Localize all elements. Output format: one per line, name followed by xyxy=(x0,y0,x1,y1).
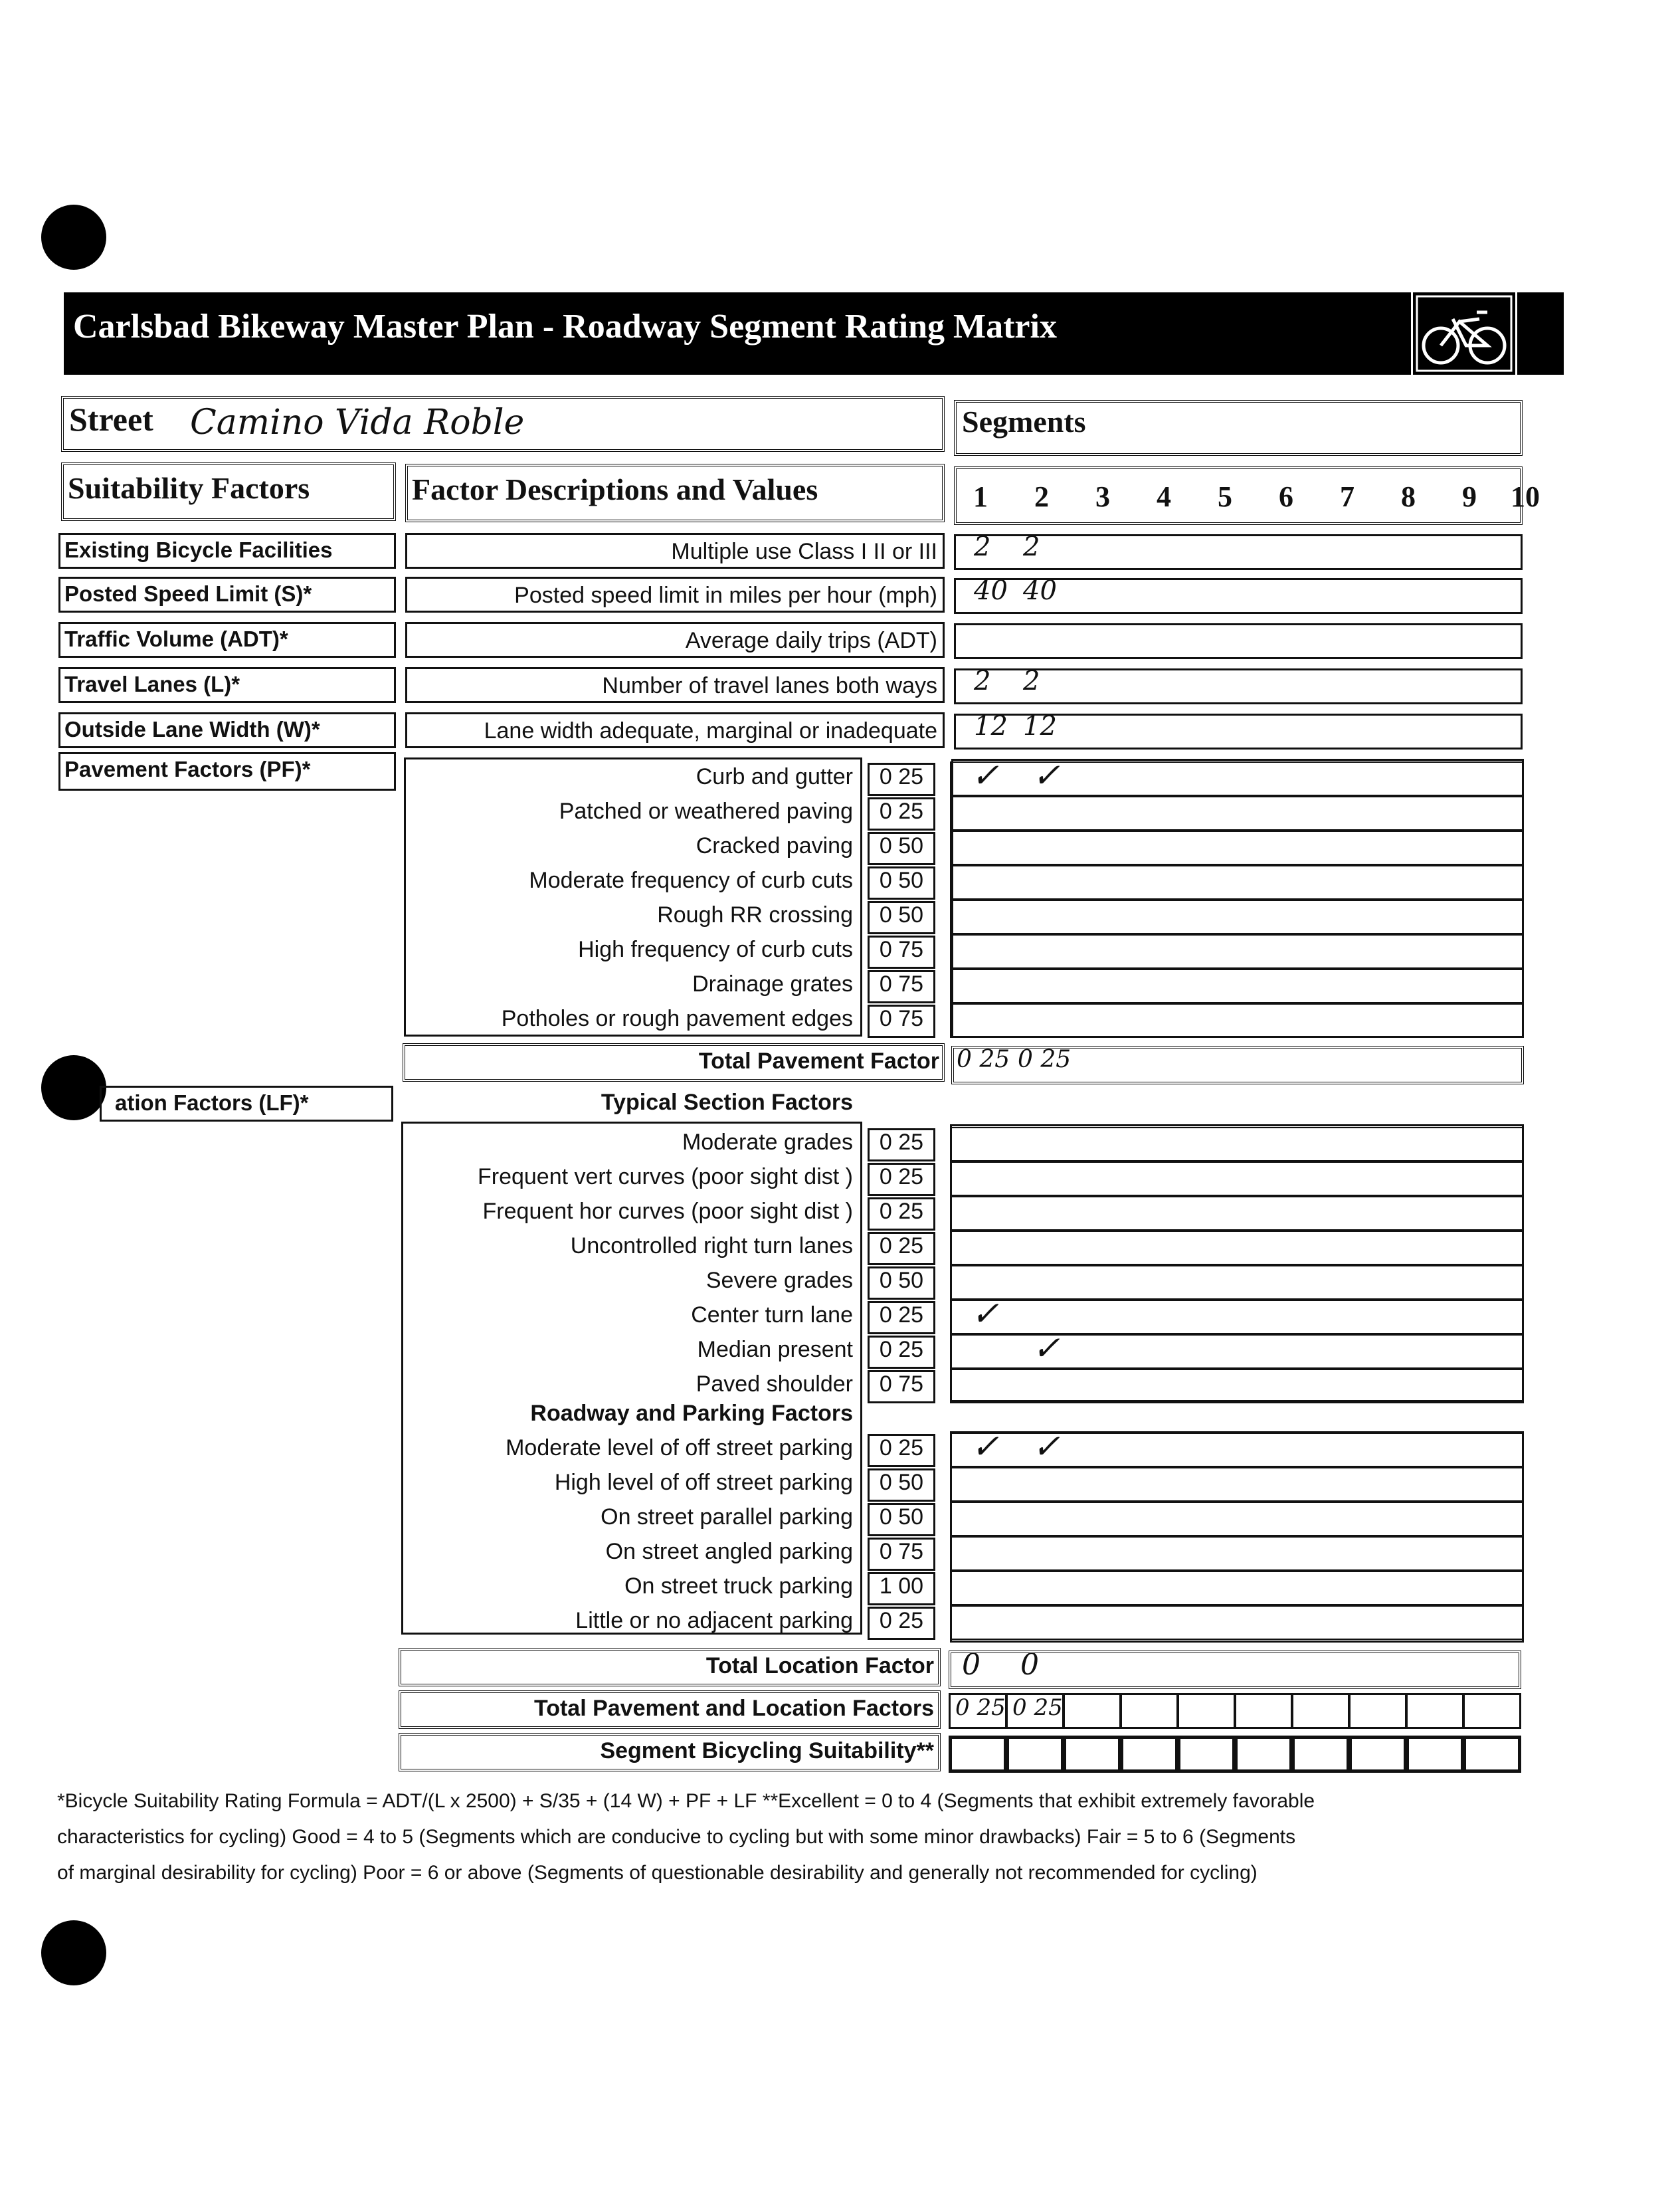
suitability-header: Suitability Factors xyxy=(68,471,310,505)
factor-description-4: Number of travel lanes both ways xyxy=(405,667,945,703)
street-label: Street xyxy=(69,401,153,438)
suitability-cell-6[interactable] xyxy=(1234,1736,1293,1773)
segment-number-7: 7 xyxy=(1340,480,1354,513)
typical-label-5: Severe grades xyxy=(705,1268,853,1293)
factor-2-seg2[interactable]: 40 xyxy=(1023,575,1057,606)
suitability-cell-8[interactable] xyxy=(1349,1736,1407,1773)
pavement-factors-label: Pavement Factors (PF)* xyxy=(58,752,396,791)
total-pavement-label: Total Pavement Factor xyxy=(698,1049,939,1074)
total-pavement-seg2[interactable]: 0 25 xyxy=(1018,1046,1072,1073)
typical-value-6: 0 25 xyxy=(879,1302,924,1328)
total-pl-cell-9[interactable] xyxy=(1406,1693,1464,1729)
segments-label: Segments xyxy=(962,405,1086,439)
suitability-cell-3[interactable] xyxy=(1063,1736,1121,1773)
roadway-value-2: 0 50 xyxy=(879,1470,924,1495)
suitability-cell-7[interactable] xyxy=(1291,1736,1350,1773)
pavement-value-2: 0 25 xyxy=(879,799,924,824)
pavement-label-4: Moderate frequency of curb cuts xyxy=(529,868,853,893)
factor-name-1: Existing Bicycle Facilities xyxy=(58,533,396,569)
punch-hole-bottom xyxy=(41,1920,106,1985)
factor-name-5: Outside Lane Width (W)* xyxy=(58,712,396,748)
footnote-line-1: *Bicycle Suitability Rating Formula = ADT/(L x 2500) + S/35 + (14 W) + PF + LF **Excellent = 0 to 4 (Segments that exhibit extremely favorable xyxy=(57,1790,1315,1812)
typical-label-3: Frequent hor curves (poor sight dist ) xyxy=(482,1199,853,1224)
total-pavement-seg1[interactable]: 0 25 xyxy=(957,1046,1010,1073)
pavement-value-7: 0 75 xyxy=(879,971,924,997)
roadway-value-4: 0 75 xyxy=(879,1539,924,1564)
roadway-label-3: On street parallel parking xyxy=(601,1504,853,1530)
suitability-label: Segment Bicycling Suitability** xyxy=(600,1738,934,1763)
total-location-seg2[interactable]: 0 xyxy=(1020,1648,1039,1682)
suitability-cell-5[interactable] xyxy=(1177,1736,1236,1773)
typical-section-header: Typical Section Factors xyxy=(601,1090,853,1115)
descriptions-header: Factor Descriptions and Values xyxy=(412,472,818,506)
pavement-marks-grid xyxy=(951,759,1524,1038)
pavement-label-8: Potholes or rough pavement edges xyxy=(501,1006,853,1031)
total-pl-cell-10[interactable] xyxy=(1463,1693,1521,1729)
factor-4-seg2[interactable]: 2 xyxy=(1023,666,1040,696)
roadway-value-3: 0 50 xyxy=(879,1504,924,1530)
roadway-label-4: On street angled parking xyxy=(605,1539,853,1564)
typical-mark-row-3 xyxy=(950,1196,1524,1231)
typical-value-1: 0 25 xyxy=(879,1130,924,1155)
typical-mark-7-seg2[interactable]: ✓ xyxy=(1032,1329,1060,1367)
typical-value-4: 0 25 xyxy=(879,1233,924,1258)
suitability-cell-2[interactable] xyxy=(1006,1736,1064,1773)
roadway-mark-row-4 xyxy=(950,1536,1524,1571)
total-pl-cell-3[interactable] xyxy=(1063,1693,1121,1729)
factor-2-seg1[interactable]: 40 xyxy=(974,575,1008,606)
factor-name-3: Traffic Volume (ADT)* xyxy=(58,622,396,658)
typical-mark-row-4 xyxy=(950,1231,1524,1265)
total-pl-cell-6[interactable] xyxy=(1234,1693,1293,1729)
roadway-mark-row-6 xyxy=(950,1605,1524,1640)
pavement-mark-1-seg1[interactable]: ✓ xyxy=(971,756,999,795)
segment-number-10: 10 xyxy=(1511,480,1540,513)
roadway-mark-row-5 xyxy=(950,1571,1524,1605)
total-pl-cell-5[interactable] xyxy=(1177,1693,1236,1729)
typical-mark-6-seg1[interactable]: ✓ xyxy=(971,1294,999,1333)
footnote-line-2: characteristics for cycling) Good = 4 to 5 (Segments which are conducive to cycling but with some minor drawbacks) Fair = 5 to 6 (Segments xyxy=(57,1826,1296,1848)
factor-5-seg2[interactable]: 12 xyxy=(1023,711,1057,742)
typical-value-8: 0 75 xyxy=(879,1371,924,1397)
typical-label-4: Uncontrolled right turn lanes xyxy=(570,1233,853,1258)
factor-5-seg1[interactable]: 12 xyxy=(974,711,1008,742)
pavement-value-8: 0 75 xyxy=(879,1006,924,1031)
typical-label-8: Paved shoulder xyxy=(696,1371,853,1397)
roadway-parking-header: Roadway and Parking Factors xyxy=(530,1401,853,1426)
location-factors-label: ation Factors (LF)* xyxy=(100,1086,393,1122)
roadway-value-1: 0 25 xyxy=(879,1435,924,1460)
total-pl-cell-4[interactable] xyxy=(1120,1693,1178,1729)
typical-label-7: Median present xyxy=(697,1337,853,1362)
suitability-cell-4[interactable] xyxy=(1120,1736,1178,1773)
total-pl-cell-8[interactable] xyxy=(1349,1693,1407,1729)
typical-value-2: 0 25 xyxy=(879,1164,924,1189)
roadway-mark-1-seg1[interactable]: ✓ xyxy=(971,1427,999,1466)
factor-name-2: Posted Speed Limit (S)* xyxy=(58,577,396,613)
suitability-cell-9[interactable] xyxy=(1406,1736,1464,1773)
typical-value-7: 0 25 xyxy=(879,1337,924,1362)
total-location-seg1[interactable]: 0 xyxy=(962,1648,980,1682)
roadway-value-5: 1 00 xyxy=(879,1573,924,1599)
pavement-label-5: Rough RR crossing xyxy=(657,902,853,928)
segment-number-5: 5 xyxy=(1218,480,1232,513)
suitability-cell-10[interactable] xyxy=(1463,1736,1521,1773)
typical-label-2: Frequent vert curves (poor sight dist ) xyxy=(477,1164,853,1189)
factor-description-3: Average daily trips (ADT) xyxy=(405,622,945,658)
segment-number-6: 6 xyxy=(1279,480,1293,513)
roadway-mark-1-seg2[interactable]: ✓ xyxy=(1032,1427,1060,1466)
roadway-label-5: On street truck parking xyxy=(624,1573,853,1599)
pavement-value-3: 0 50 xyxy=(879,833,924,858)
roadway-mark-row-2 xyxy=(950,1467,1524,1502)
total-pl-cell-7[interactable] xyxy=(1291,1693,1350,1729)
page-title: Carlsbad Bikeway Master Plan - Roadway Segment Rating Matrix xyxy=(73,308,1057,346)
segment-number-9: 9 xyxy=(1462,480,1477,513)
pavement-label-6: High frequency of curb cuts xyxy=(578,937,853,962)
factor-1-seg1[interactable]: 2 xyxy=(974,532,991,562)
roadway-value-6: 0 25 xyxy=(879,1608,924,1633)
typical-value-3: 0 25 xyxy=(879,1199,924,1224)
factor-name-4: Travel Lanes (L)* xyxy=(58,667,396,703)
typical-mark-row-5 xyxy=(950,1265,1524,1300)
typical-value-5: 0 50 xyxy=(879,1268,924,1293)
segment-number-8: 8 xyxy=(1401,480,1416,513)
typical-label-6: Center turn lane xyxy=(691,1302,853,1328)
segment-number-2: 2 xyxy=(1034,480,1049,513)
total-pl-label: Total Pavement and Location Factors xyxy=(533,1696,934,1721)
pavement-value-4: 0 50 xyxy=(879,868,924,893)
roadway-label-2: High level of off street parking xyxy=(554,1470,853,1495)
factor-description-2: Posted speed limit in miles per hour (mph) xyxy=(405,577,945,613)
factor-1-seg2[interactable]: 2 xyxy=(1023,532,1040,562)
pavement-label-3: Cracked paving xyxy=(696,833,853,858)
bicycle-logo-icon xyxy=(1411,290,1517,377)
segment-number-1: 1 xyxy=(973,480,988,513)
total-location-label: Total Location Factor xyxy=(705,1653,934,1678)
street-value[interactable]: Camino Vida Roble xyxy=(190,403,525,443)
punch-hole-top xyxy=(41,205,106,270)
pavement-value-5: 0 50 xyxy=(879,902,924,928)
pavement-label-7: Drainage grates xyxy=(692,971,853,997)
punch-hole-middle xyxy=(41,1055,106,1120)
total-pl-seg1[interactable]: 0 25 xyxy=(955,1694,1006,1721)
typical-mark-row-1 xyxy=(950,1127,1524,1161)
suitability-cell-1[interactable] xyxy=(949,1736,1007,1773)
roadway-label-6: Little or no adjacent parking xyxy=(575,1608,853,1633)
factor-4-seg1[interactable]: 2 xyxy=(974,666,991,696)
factor-values-box-3 xyxy=(954,623,1523,659)
footnote-line-3: of marginal desirability for cycling) Poor = 6 or above (Segments of questionable desirability and generally not recommended for cycling) xyxy=(57,1862,1258,1884)
segment-number-3: 3 xyxy=(1095,480,1110,513)
pavement-value-6: 0 75 xyxy=(879,937,924,962)
factor-description-5: Lane width adequate, marginal or inadequate xyxy=(405,712,945,748)
segment-number-4: 4 xyxy=(1157,480,1171,513)
typical-label-1: Moderate grades xyxy=(682,1130,853,1155)
typical-mark-row-8 xyxy=(950,1369,1524,1403)
pavement-value-1: 0 25 xyxy=(879,764,924,789)
pavement-label-1: Curb and gutter xyxy=(696,764,853,789)
roadway-label-1: Moderate level of off street parking xyxy=(506,1435,853,1460)
roadway-mark-row-3 xyxy=(950,1502,1524,1536)
typical-mark-row-2 xyxy=(950,1161,1524,1196)
pavement-label-2: Patched or weathered paving xyxy=(559,799,853,824)
total-pl-seg2[interactable]: 0 25 xyxy=(1012,1694,1063,1721)
factor-description-1: Multiple use Class I II or III xyxy=(405,533,945,569)
pavement-mark-1-seg2[interactable]: ✓ xyxy=(1032,756,1060,795)
